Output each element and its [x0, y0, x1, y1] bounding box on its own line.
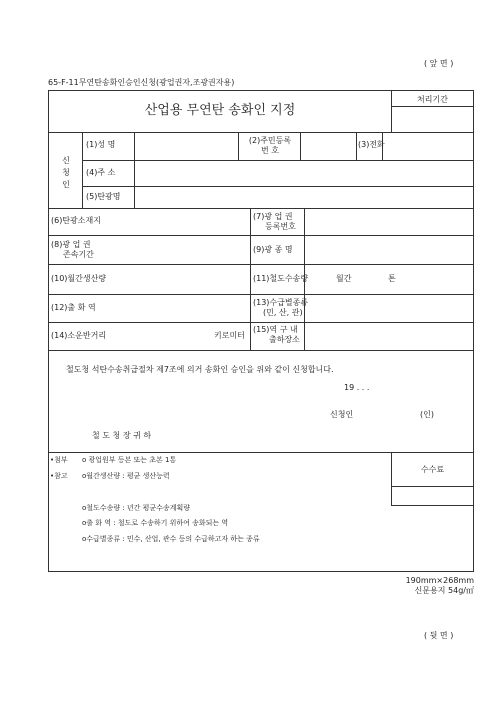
declaration-text: 철도청 석탄수송취급절차 제7조에 의거 송화인 승인을 위와 같이 신청합니다. [66, 365, 334, 374]
page-side-back: ( 뒷 면 ) [424, 631, 454, 640]
short-distance-label: (14)소운반거리 [51, 331, 107, 340]
station-place-label: (15)역 구 내 출하장소 [253, 325, 300, 344]
ref-item: o수급별종류 : 민수, 산업, 관수 등의 수급하고자 하는 종류 [82, 535, 260, 543]
rail-volume-label: (11)철도수송량 [253, 274, 309, 283]
supply-type-label: (13)수급별종류 (민, 산, 관) [253, 298, 309, 317]
km-unit-label: 키로미터 [214, 331, 245, 340]
form-title: 산업용 무연탄 송화인 지정 [144, 103, 296, 118]
page-side-front: ( 앞 면 ) [424, 59, 454, 68]
date-line: 19 . . . [344, 383, 370, 392]
address-label: (4)주 소 [86, 168, 116, 177]
monthly-output-label: (10)월간생산량 [51, 274, 107, 283]
paper-size: 190mm×268mm [405, 576, 474, 585]
ton-unit-label: 톤 [388, 274, 396, 283]
seal-mark: (인) [420, 410, 434, 419]
applicant-section-label: 신 청 인 [62, 156, 70, 189]
mining-reg-no-label: (7)광 업 권 등록번호 [253, 212, 296, 231]
attach-item: o 광업원부 등본 또는 초본 1통 [82, 456, 177, 464]
fee-label: 수수료 [420, 465, 445, 474]
loading-station-label: (12)출 화 역 [51, 303, 96, 312]
ref-prefix: •참고 [50, 472, 68, 480]
mine-name-label: (5)탄광명 [86, 192, 121, 201]
attach-prefix: •첨부 [50, 456, 68, 464]
processing-period-label: 처리기간 [417, 95, 448, 104]
addressee: 철 도 청 장 귀 하 [92, 431, 152, 440]
rrn-label: (2)주민등록 번 호 [248, 136, 292, 155]
phone-label: (3)전화 [358, 140, 385, 149]
ref-item: o출 화 역 : 철도로 수송하기 위하여 송화되는 역 [82, 519, 229, 527]
ref-item: o철도수송량 : 년간 평균수송계획량 [82, 504, 190, 512]
name-label: (1)성 명 [86, 140, 116, 149]
mineral-type-label: (9)광 종 명 [253, 245, 293, 254]
mine-location-label: (6)탄광소재지 [51, 216, 101, 225]
ref-item: o월간생산량 : 평균 생산능력 [82, 472, 170, 480]
signer-label: 신청인 [330, 410, 354, 419]
mining-duration-label: (8)광 업 권 존속기간 [51, 240, 94, 259]
monthly-unit-label: 월간 [336, 274, 352, 283]
form-code: 65-F-11무연탄송화인승인신청(광업권자,조광권자용) [48, 78, 235, 87]
paper-type: 신문용지 54g/㎡ [414, 586, 474, 595]
